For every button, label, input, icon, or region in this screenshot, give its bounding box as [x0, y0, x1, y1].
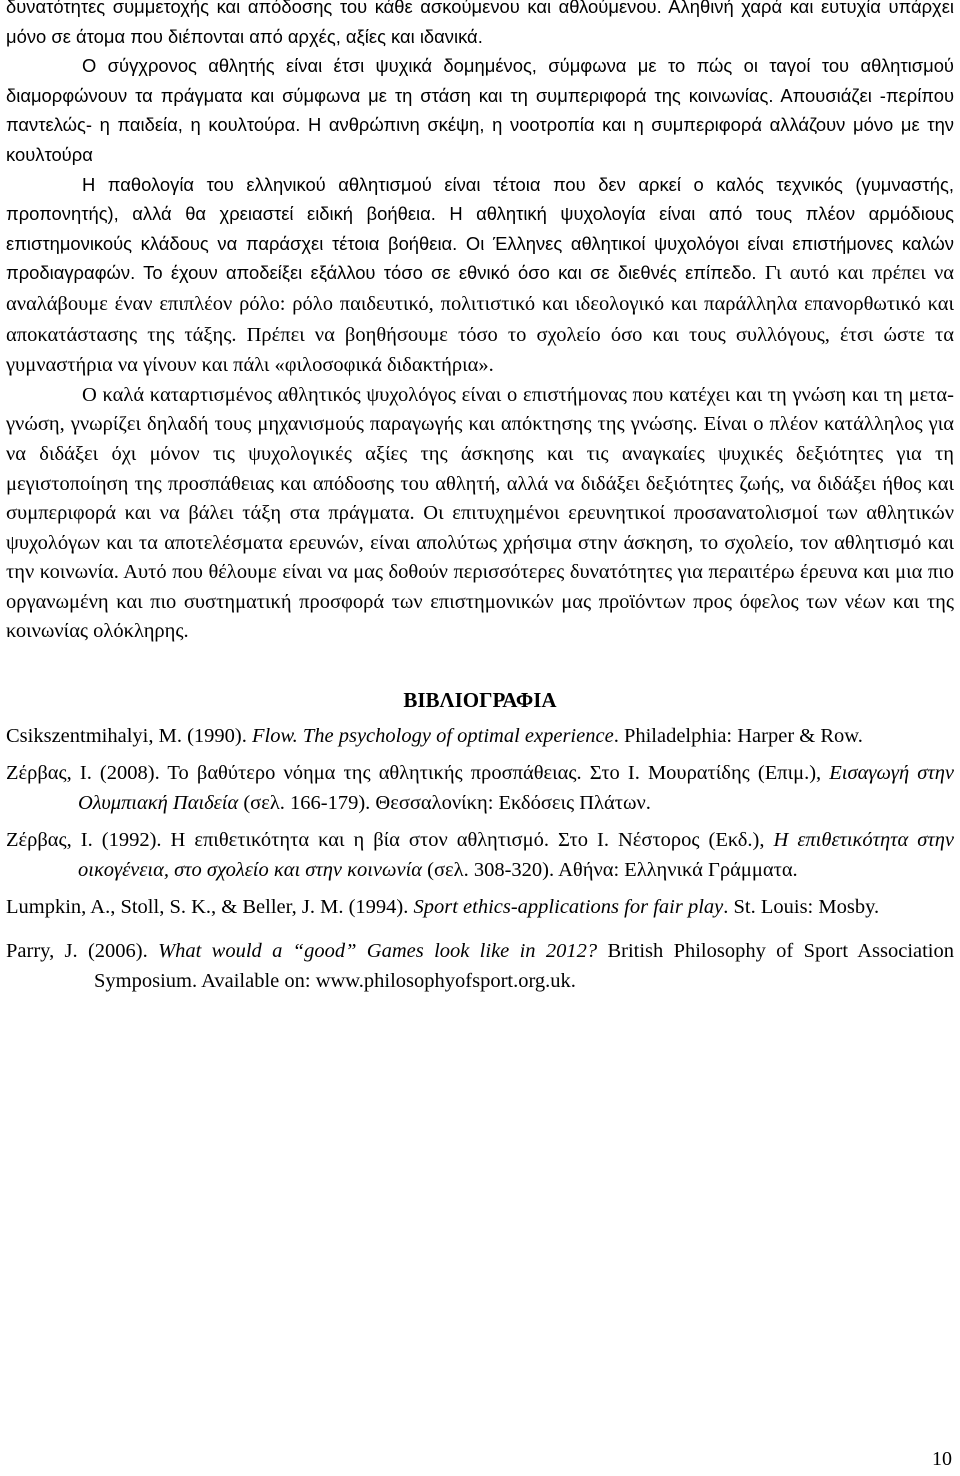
reference-text: Lumpkin, A., Stoll, S. K., & Beller, J. M. (1994). — [6, 896, 414, 919]
reference-text: British Philosophy of Sport Association Symposium. Available on: www.philosophyofsport.org.uk. — [94, 940, 954, 993]
reference-title: Η επιθετικότητα στην οικογένεια, στο σχολείο και στην κοινωνία — [78, 829, 954, 882]
reference-item — [6, 758, 954, 818]
reference-text: (σελ. 166-179). Θεσσαλονίκη: Εκδόσεις Πλάτων. — [238, 792, 651, 815]
reference-text: . St. Louis: Mosby. — [723, 896, 880, 919]
reference-title: Flow. The psychology of optimal experience — [251, 725, 614, 748]
paragraph-pathology-sans-part: Η παθολογία του ελληνικού αθλητισμού είναι τέτοια που δεν αρκεί ο καλός τεχνικός (γυμναστής, προπονητής), αλλά θα χρειαστεί ειδική βοήθεια. Η αθλητική ψυχολογία είναι από τους πλέον αρμόδιους επιστημονικούς κλάδους να παράσχει τέτοια βοήθεια. Οι Έλληνες αθλητικοί ψυχολόγοι είναι επιστήμονες καλών προδιαγραφών. Το έχουν αποδείξει εξάλλου τόσο σε εθνικό όσο και σε διεθνές επίπεδο. — [6, 173, 954, 284]
paragraph-psychologist: Ο καλά καταρτισμένος αθλητικός ψυχολόγος είναι ο επιστήμονας που κατέχει και τη γνώση και τη μετα-γνώση, γνωρίζει δηλαδή τους μηχανισμούς παραγωγής και απόκτησης της γνώσης. Είναι ο πλέον κατάλληλος για να διδάξει όχι μόνον τις ψυχολογικές αξίες της άσκησης και τις αναγκαίες ψυχικές δεξιότητες για τη μεγιστοποίηση της προσπάθειας και απόδοσης του αθλητή, αλλά να διδάξει δεξιότητες ζωής, να διδάξει ήθος και συμπεριφορά και να βάλει τάξη στα πράγματα. Οι επιτυχημένοι ερευνητικοί προσανατολισμοί των αθλητικών ψυχολόγων και τα αποτελέσματα ερευνών, είναι απολύτως χρήσιμα στην άσκηση, το σχολείο, τον αθλητισμό και την κοινωνία. Αυτό που θέλουμε είναι να μας δοθούν περισσότερες δυνατότητες για περαιτέρω έρευνα και μια πιο οργανωμένη και πιο συστηματική προσφορά των επιστημονικών μας προϊόντων προς όφελος των νέων και της κοινωνίας ολόκληρης. — [6, 383, 954, 643]
body-text-sans — [6, 0, 954, 381]
bibliography-title: ΒΙΒΛΙΟΓΡΑΦΙΑ — [403, 688, 557, 713]
reference-item — [6, 892, 954, 922]
reference-text: Csikszentmihalyi, M. (1990). — [6, 725, 252, 748]
paragraph-modern-athlete: Ο σύγχρονος αθλητής είναι έτσι ψυχικά δομημένος, σύμφωνα με το πώς οι ταγοί του αθλητισμού διαμορφώνουν τα πράγματα και σύμφωνα με τη στάση και τη συμπεριφορά της κοινωνίας. Απουσιάζει -περίπου παντελώς- η παιδεία, η κουλτούρα. Η ανθρώπινη σκέψη, η νοοτροπία και η συμπεριφορά αλλάζουν μόνο με την κουλτούρα — [6, 55, 954, 165]
reference-text: Parry, J. (2006). — [6, 940, 159, 963]
reference-text: Ζέρβας, Ι. (2008). Το βαθύτερο νόημα της αθλητικής προσπάθειας. Στο Ι. Μουρατίδης (Επιμ.), — [6, 762, 830, 785]
paragraph-pathology — [6, 170, 954, 381]
reference-title: Εισαγωγή στην Ολυμπιακή Παιδεία — [78, 762, 954, 815]
reference-text: (σελ. 308-320). Αθήνα: Ελληνικά Γράμματα. — [422, 859, 798, 882]
document-page — [6, 0, 954, 1003]
reference-item — [6, 936, 954, 996]
reference-item — [6, 721, 954, 751]
paragraph-pathology-serif-part: Γι αυτό και πρέπει να αναλάβουμε έναν επιπλέον ρόλο: ρόλο παιδευτικό, πολιτιστικό και ιδεολογικό και παράλληλα επανορθωτικό και αποκατάστασης της τάξης. Πρέπει να βοηθήσουμε τόσο το σχολείο όσο και τους συλλόγους, έτσι ώστε τα γυμναστήρια να γίνουν και πάλι «φιλοσοφικά διδακτήρια». — [6, 262, 955, 377]
paragraph-continuation: δυνατότητες συμμετοχής και απόδοσης του κάθε ασκούμενου και αθλούμενου. Αληθινή χαρά και ευτυχία υπάρχει μόνο σε άτομα που διέπονται από αρχές, αξίες και ιδανικά. — [6, 0, 954, 47]
reference-text: . Philadelphia: Harper & Row. — [613, 725, 863, 748]
reference-item — [6, 825, 954, 885]
page-number: 10 — [932, 1448, 952, 1470]
bibliography-list — [6, 721, 954, 996]
reference-text: Ζέρβας, Ι. (1992). Η επιθετικότητα και η βία στον αθλητισμό. Στο Ι. Νέστορος (Εκδ.), — [6, 829, 774, 852]
reference-title: What would a “good” Games look like in 2012? — [158, 940, 598, 963]
reference-title: Sport ethics-applications for fair play — [413, 896, 724, 919]
